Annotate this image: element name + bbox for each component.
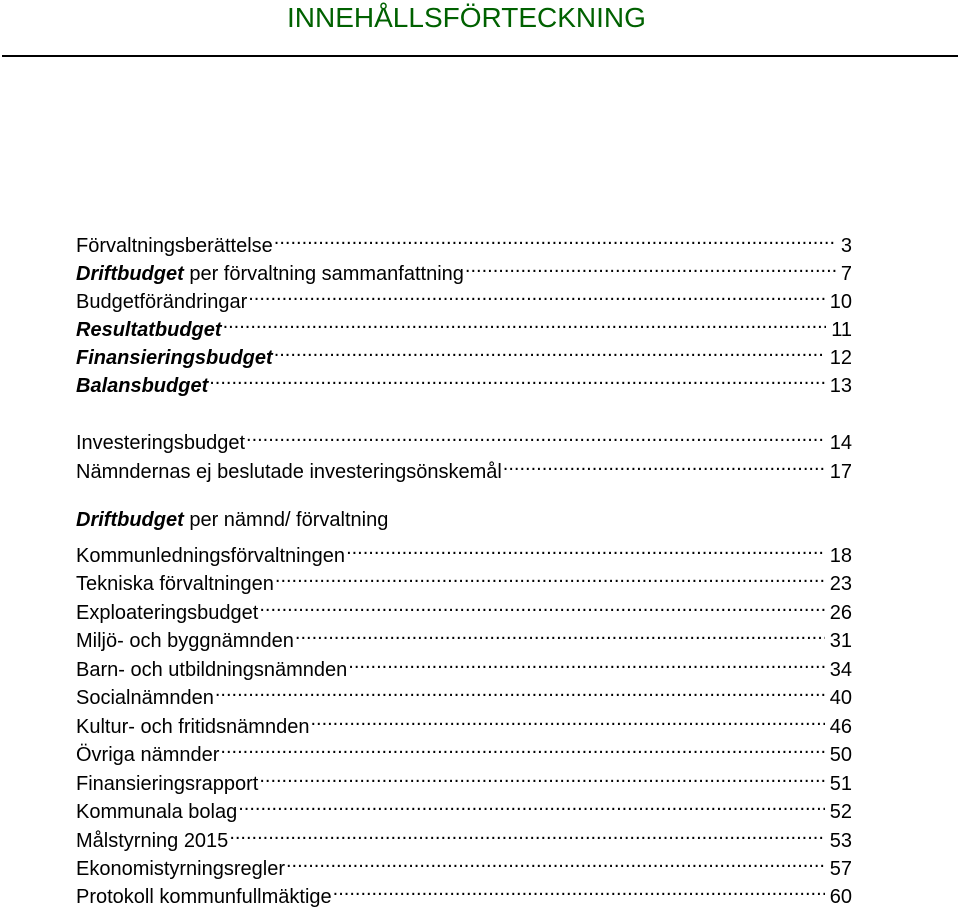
toc-page-number: 18 xyxy=(829,545,852,567)
toc-entry[interactable] xyxy=(76,762,852,795)
toc-page-number: 23 xyxy=(829,573,852,595)
toc-entry-label: Förvaltningsberättelse xyxy=(76,235,273,257)
leader-dots xyxy=(310,705,824,733)
toc-entry[interactable] xyxy=(76,562,852,595)
toc-page-number: 60 xyxy=(829,886,852,908)
leader-dots xyxy=(246,421,825,449)
toc-page-number: 51 xyxy=(829,773,852,795)
toc-entry-label: Protokoll kommunfullmäktige xyxy=(76,886,332,908)
toc-page-number: 34 xyxy=(829,659,852,681)
toc-entry-label: Kultur- och fritidsnämnden xyxy=(76,716,310,738)
leader-dots xyxy=(274,336,825,364)
toc-entry-label: Barn- och utbildningsnämnden xyxy=(76,659,348,681)
toc-entry[interactable] xyxy=(76,252,852,285)
toc-entry-label: Ekonomistyrningsregler xyxy=(76,858,285,880)
toc-page-number: 31 xyxy=(829,630,852,652)
leader-dots xyxy=(286,847,825,875)
toc-page-number: 3 xyxy=(840,235,852,257)
toc-entry[interactable] xyxy=(76,648,852,681)
toc-entry[interactable] xyxy=(76,875,852,908)
toc-entry[interactable] xyxy=(76,819,852,852)
leader-dots xyxy=(503,450,825,478)
toc-entry[interactable] xyxy=(76,591,852,624)
toc-entry-label: Investeringsbudget xyxy=(76,432,246,454)
toc-entry-label: Tekniska förvaltningen xyxy=(76,573,274,595)
toc-page-number: 53 xyxy=(829,830,852,852)
toc-entry[interactable] xyxy=(76,421,852,454)
page-title: INNEHÅLLSFÖRTECKNING xyxy=(287,2,646,33)
leader-dots xyxy=(274,224,836,252)
toc-entry[interactable] xyxy=(76,364,852,397)
leader-dots xyxy=(220,733,824,761)
toc-entry-emphasis: Balansbudget xyxy=(76,375,209,397)
leader-dots xyxy=(229,819,824,847)
toc-page-number: 50 xyxy=(829,744,852,766)
toc-page-number: 17 xyxy=(829,461,852,483)
toc-entry[interactable] xyxy=(76,450,852,483)
toc-entry-label: Miljö- och byggnämnden xyxy=(76,630,294,652)
toc-entry-emphasis: Finansieringsbudget xyxy=(76,347,273,369)
leader-dots xyxy=(248,280,825,308)
toc-entry-label: Kommunledningsförvaltningen xyxy=(76,545,346,567)
toc-entry-text: per förvaltning sammanfattning xyxy=(183,263,464,285)
toc-entry-label: Socialnämnden xyxy=(76,687,214,709)
toc-entry[interactable] xyxy=(76,619,852,652)
toc-page-number: 40 xyxy=(829,687,852,709)
toc-entry[interactable] xyxy=(76,847,852,880)
toc-entry[interactable] xyxy=(76,705,852,738)
toc-entry[interactable] xyxy=(76,224,852,257)
toc-entry-emphasis: Resultatbudget xyxy=(76,319,222,341)
toc-page-number: 11 xyxy=(831,319,852,341)
leader-dots xyxy=(223,308,827,336)
toc-entry-label: Övriga nämnder xyxy=(76,744,220,766)
toc-entry-emphasis: Driftbudget xyxy=(76,263,184,285)
toc-entry-label: Kommunala bolag xyxy=(76,801,238,823)
toc-entry[interactable] xyxy=(76,308,852,341)
leader-dots xyxy=(215,676,825,704)
toc-entry-label: Målstyrning 2015 xyxy=(76,830,229,852)
section-heading xyxy=(76,506,388,534)
toc-page-number: 57 xyxy=(829,858,852,880)
toc-entry[interactable] xyxy=(76,534,852,567)
toc-entry-label: Nämndernas ej beslutade investeringsönskemål xyxy=(76,461,502,483)
section-heading-text: per nämnd/ förvaltning xyxy=(183,509,389,531)
leader-dots xyxy=(238,790,825,818)
leader-dots xyxy=(259,591,824,619)
toc-entry[interactable] xyxy=(76,676,852,709)
toc-entry-label: Budgetförändringar xyxy=(76,291,248,313)
toc-page-number: 26 xyxy=(829,602,852,624)
leader-dots xyxy=(348,648,824,676)
toc-entry[interactable] xyxy=(76,733,852,766)
toc-entry-label: Exploateringsbudget xyxy=(76,602,259,624)
toc-entry[interactable] xyxy=(76,790,852,823)
leader-dots xyxy=(465,252,836,280)
toc-entry[interactable] xyxy=(76,280,852,313)
toc-page-number: 46 xyxy=(829,716,852,738)
toc-page-number: 10 xyxy=(829,291,852,313)
leader-dots xyxy=(275,562,825,590)
toc-page-number: 13 xyxy=(829,375,852,397)
leader-dots xyxy=(259,762,824,790)
toc-entry-label: Finansieringsrapport xyxy=(76,773,259,795)
toc-entry-label xyxy=(76,372,208,400)
toc-page-number: 52 xyxy=(829,801,852,823)
toc-page-number: 12 xyxy=(829,347,852,369)
leader-dots xyxy=(209,364,825,392)
leader-dots xyxy=(346,534,825,562)
leader-dots xyxy=(295,619,825,647)
leader-dots xyxy=(333,875,825,903)
toc-page-number: 7 xyxy=(840,263,852,285)
section-heading-emphasis: Driftbudget xyxy=(76,509,184,531)
toc-page-number: 14 xyxy=(829,432,852,454)
title-underline xyxy=(2,55,958,57)
toc-entry[interactable] xyxy=(76,336,852,369)
